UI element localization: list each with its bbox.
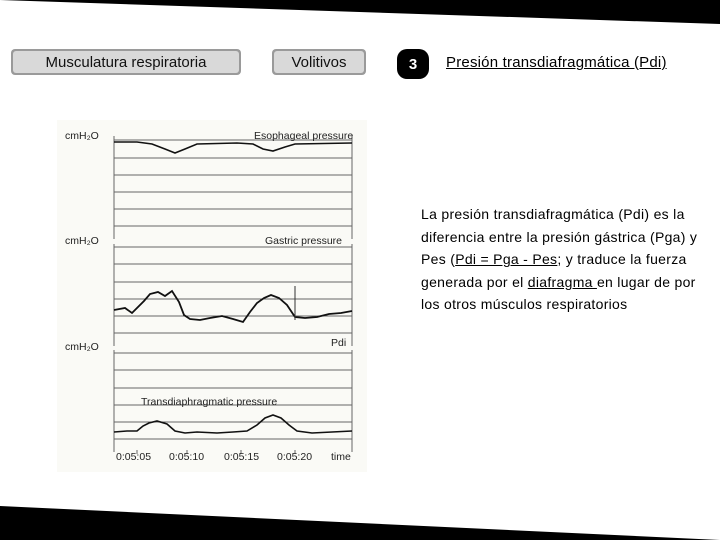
page-title: Presión transdiafragmática (Pdi) [446, 54, 667, 71]
gastric-trace [114, 291, 352, 322]
pdi-formula: Pdi = Pga - Pes [455, 251, 558, 267]
description-line4: en lugar de por los otros músculos respiratorios [421, 273, 696, 312]
pressure-traces-svg [57, 120, 367, 472]
time-tick-label: 0:05:20 [277, 451, 313, 463]
nav-item-label: Musculatura respiratoria [45, 53, 207, 71]
description-line1: La presión transdiafragmática (Pdi) [421, 206, 650, 222]
corner-decoration-top [0, 0, 720, 24]
time-axis-label: time [331, 451, 351, 463]
panel2-title: Gastric pressure [265, 235, 343, 247]
time-tick-label: 0:05:05 [116, 451, 152, 463]
nav-volitivos[interactable] [272, 49, 366, 75]
esophageal-trace [114, 142, 352, 153]
nav-item-label: Volitivos [291, 53, 347, 71]
step-number: 3 [408, 55, 418, 73]
transdiaphragmatic-label: Transdiaphragmatic pressure [141, 396, 278, 408]
time-tick-label: 0:05:15 [224, 451, 260, 463]
corner-decoration-bottom [0, 506, 720, 540]
nav-musculatura-respiratoria[interactable] [11, 49, 241, 75]
pressure-figure [57, 120, 367, 472]
step-number-badge [397, 49, 429, 79]
time-tick-label: 0:05:10 [169, 451, 205, 463]
pdi-trace [114, 415, 352, 433]
panel1-unit-label: cmH₂O [65, 130, 99, 142]
panel2-unit-label: cmH₂O [65, 235, 99, 247]
description-line3: ; y traduce la fuerza generada por el [421, 251, 687, 290]
panel3-title: Pdi [331, 337, 347, 349]
description-text [421, 203, 701, 316]
panel1-title: Esophageal pressure [254, 130, 354, 142]
description-line2: es la diferencia entre la presión gástrica (Pga) y Pes ( [421, 206, 698, 267]
panel3-unit-label: cmH₂O [65, 341, 99, 353]
diafragma-link: diafragma [527, 273, 597, 290]
